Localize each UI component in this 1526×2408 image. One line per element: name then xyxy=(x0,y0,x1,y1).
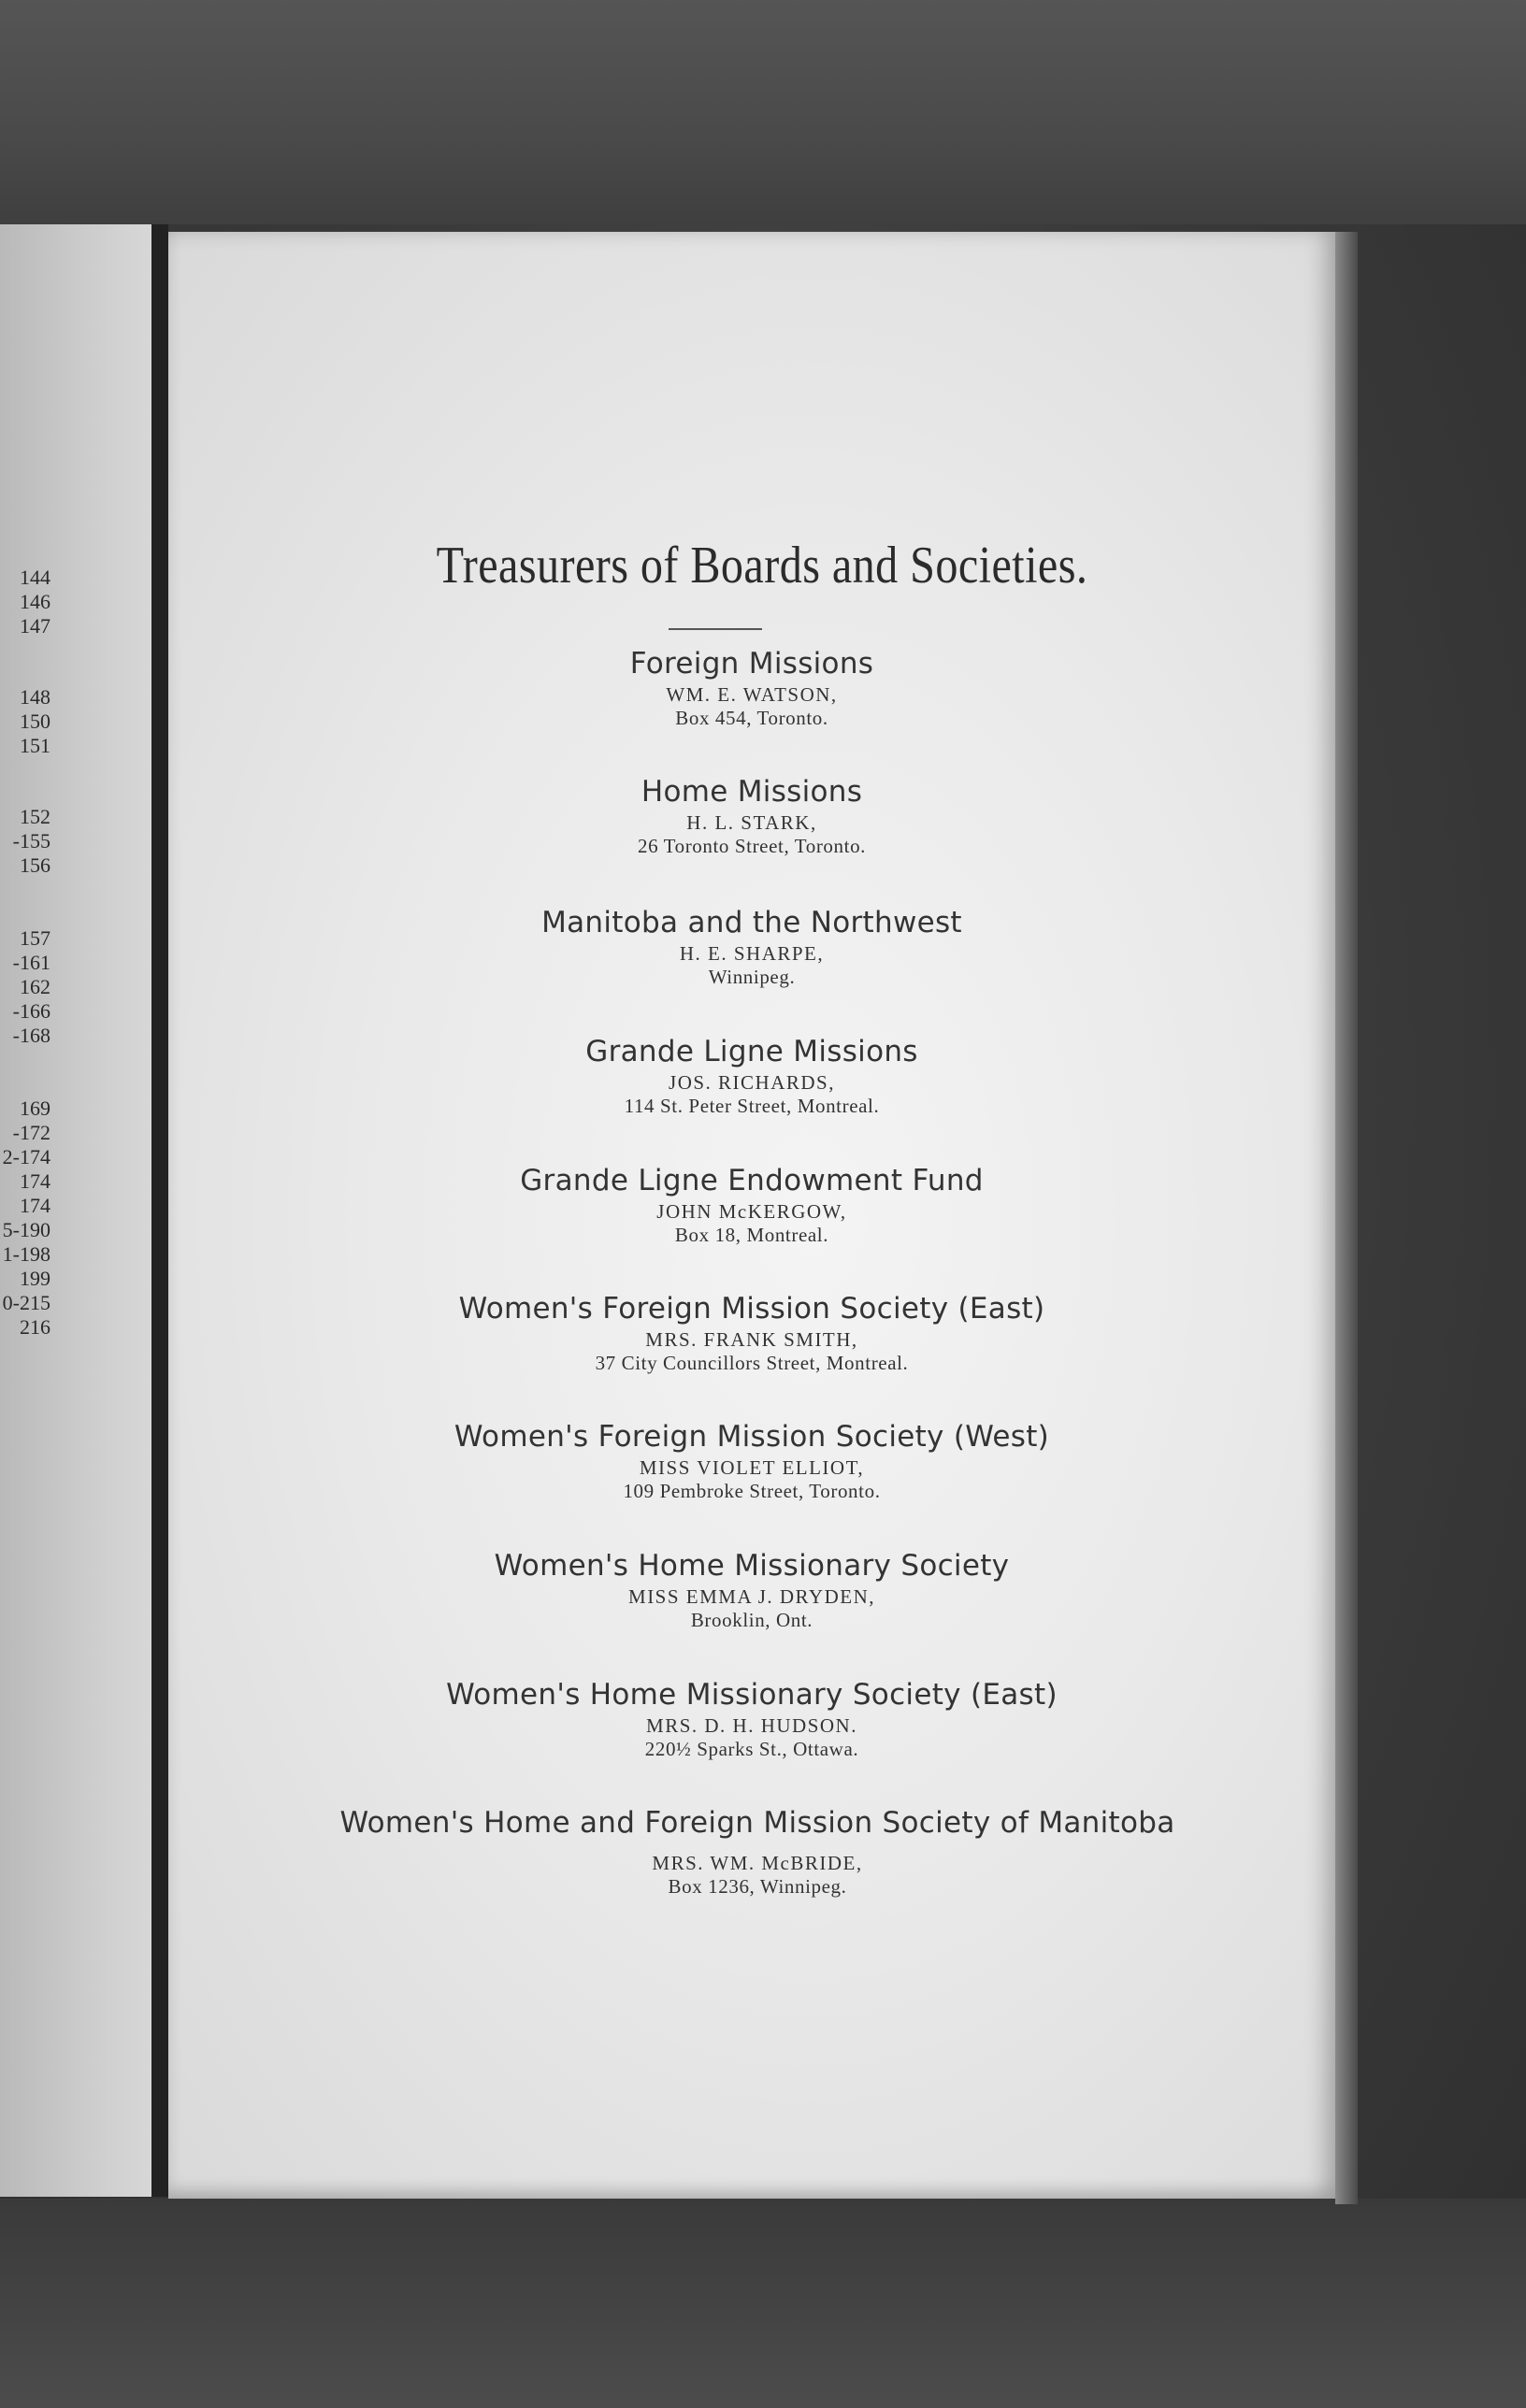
board-name: Women's Home Missionary Society (East) xyxy=(446,1678,1058,1712)
treasurer-name: JOS. RICHARDS, xyxy=(669,1071,835,1094)
treasurer-name: MISS EMMA J. DRYDEN, xyxy=(628,1585,875,1608)
scan-bottom-margin xyxy=(0,2199,1526,2408)
treasurer-name: WM. E. WATSON, xyxy=(666,683,838,706)
treasurer-address: Brooklin, Ont. xyxy=(690,1609,813,1631)
treasurer-name: MRS. WM. McBRIDE, xyxy=(652,1852,863,1874)
treasurer-address: 37 City Councillors Street, Montreal. xyxy=(595,1352,909,1374)
treasurer-entry xyxy=(168,1679,1335,1761)
page-number: 199 xyxy=(20,1267,50,1290)
treasurer-entry xyxy=(290,1807,1225,1899)
treasurer-name: MRS. FRANK SMITH, xyxy=(645,1328,858,1351)
page-title: Treasurers of Boards and Societies. xyxy=(436,537,1088,595)
page-number: 144 xyxy=(20,566,50,589)
page-content xyxy=(168,232,1335,2199)
page-number: -168 xyxy=(12,1024,50,1047)
page-number: 1-198 xyxy=(2,1242,50,1266)
board-name: Foreign Missions xyxy=(629,647,874,681)
treasurer-entry xyxy=(168,648,1335,730)
treasurer-address: Box 1236, Winnipeg. xyxy=(668,1875,847,1898)
treasurer-entry xyxy=(168,1293,1335,1375)
page-number: 5-190 xyxy=(2,1218,50,1241)
page-number: 174 xyxy=(20,1169,50,1193)
board-name: Grande Ligne Missions xyxy=(585,1035,918,1068)
board-name: Women's Home and Foreign Mission Society of Manitoba xyxy=(339,1806,1175,1840)
page-number: 169 xyxy=(20,1096,50,1120)
board-name: Grande Ligne Endowment Fund xyxy=(520,1164,984,1197)
page-number: 150 xyxy=(20,710,50,733)
treasurer-name: JOHN McKERGOW, xyxy=(656,1200,847,1223)
page-number: 157 xyxy=(20,926,50,950)
treasurer-entry xyxy=(168,1165,1335,1247)
page-number: -155 xyxy=(12,829,50,853)
treasurer-name: MISS VIOLET ELLIOT, xyxy=(639,1456,865,1479)
treasurer-name: H. E. SHARPE, xyxy=(679,942,825,965)
page-number: 0-215 xyxy=(2,1291,50,1314)
board-name: Women's Home Missionary Society xyxy=(494,1549,1010,1583)
page-number: 162 xyxy=(20,975,50,998)
page-number: -172 xyxy=(12,1121,50,1144)
board-name: Manitoba and the Northwest xyxy=(541,906,962,939)
treasurer-entry xyxy=(168,1421,1335,1503)
book-gutter xyxy=(151,224,168,2197)
title-rule xyxy=(669,628,762,630)
treasurer-entry xyxy=(168,907,1335,989)
page-number: 216 xyxy=(20,1315,50,1339)
board-name: Home Missions xyxy=(641,775,863,809)
page-number: 151 xyxy=(20,734,50,757)
page-number: 174 xyxy=(20,1194,50,1217)
page-number: 156 xyxy=(20,853,50,877)
treasurer-address: 26 Toronto Street, Toronto. xyxy=(637,835,867,857)
page-number: 2-174 xyxy=(2,1145,50,1168)
page-number: 148 xyxy=(20,685,50,709)
page-number: -166 xyxy=(12,999,50,1023)
left-page-fragment xyxy=(0,224,151,2197)
treasurer-address: Box 18, Montreal. xyxy=(674,1224,829,1246)
board-name: Women's Foreign Mission Society (West) xyxy=(453,1420,1050,1454)
treasurer-name: H. L. STARK, xyxy=(686,811,817,834)
treasurer-address: 220½ Sparks St., Ottawa. xyxy=(644,1738,859,1760)
page-number: -161 xyxy=(12,951,50,974)
treasurer-entry xyxy=(168,1550,1335,1632)
board-name: Women's Foreign Mission Society (East) xyxy=(458,1292,1045,1326)
scan-top-margin xyxy=(0,0,1526,224)
treasurer-entry xyxy=(168,776,1335,858)
treasurer-address: Box 454, Toronto. xyxy=(675,707,828,729)
page-edge-shadow xyxy=(1335,232,1358,2204)
page-number: 152 xyxy=(20,805,50,828)
page-number: 147 xyxy=(20,614,50,638)
page-number: 146 xyxy=(20,590,50,613)
treasurer-address: 114 St. Peter Street, Montreal. xyxy=(624,1095,880,1117)
treasurer-name: MRS. D. H. HUDSON. xyxy=(646,1714,857,1737)
treasurer-entry xyxy=(168,1036,1335,1118)
treasurer-address: 109 Pembroke Street, Toronto. xyxy=(623,1480,881,1502)
treasurer-address: Winnipeg. xyxy=(708,966,796,988)
